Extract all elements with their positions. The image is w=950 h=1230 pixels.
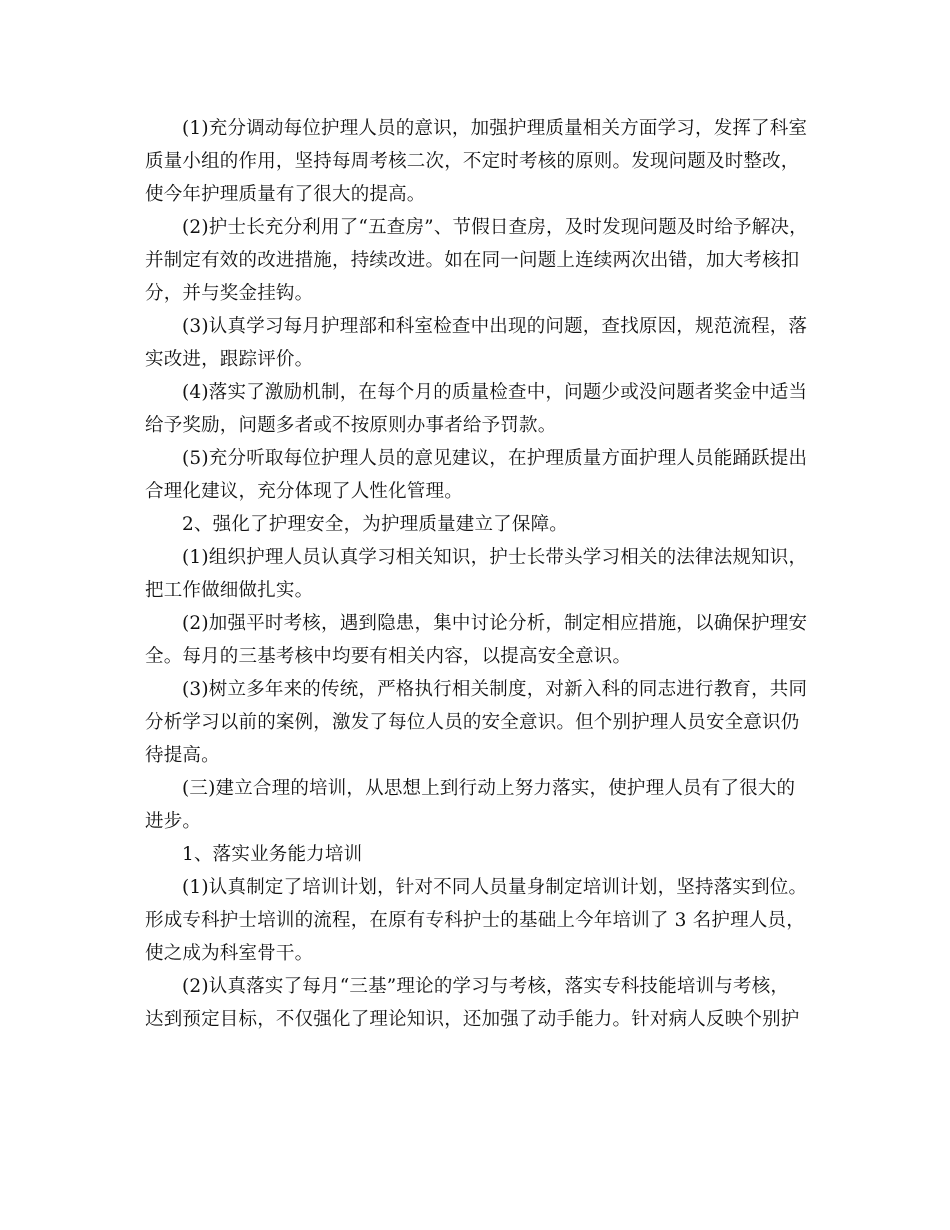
section-heading: 进步。 <box>145 811 202 832</box>
paragraph-line: 使今年护理质量有了很大的提高。 <box>145 184 426 205</box>
paragraph-line: 达到预定目标，不仅强化了理论知识，还加强了动手能力。针对病人反映个别护 <box>145 1009 800 1030</box>
paragraph-line: (1)认真制定了培训计划，针对不同人员量身制定培训计划，坚持落实到位。 <box>182 877 808 898</box>
paragraph-line: 合理化建议，充分体现了人性化管理。 <box>145 481 463 502</box>
section-heading: (三)建立合理的培训，从思想上到行动上努力落实，使护理人员有了很大的 <box>182 778 796 799</box>
paragraph-line: 质量小组的作用，坚持每周考核二次，不定时考核的原则。发现问题及时整改， <box>145 151 800 172</box>
paragraph-line: 分析学习以前的案例，激发了每位人员的安全意识。但个别护理人员安全意识仍 <box>145 712 800 733</box>
section-heading: 1、落实业务能力培训 <box>182 844 363 865</box>
paragraph-line: 全。每月的三基考核中均要有相关内容，以提高安全意识。 <box>145 646 632 667</box>
paragraph-line: 把工作做细做扎实。 <box>145 580 314 601</box>
paragraph-line: (3)树立多年来的传统，严格执行相关制度，对新入科的同志进行教育，共同 <box>182 679 808 700</box>
paragraph-line: (5)充分听取每位护理人员的意见建议，在护理质量方面护理人员能踊跃提出 <box>182 448 808 469</box>
paragraph-line: (2)护士长充分利用了“五查房”、节假日查房，及时发现问题及时给予解决， <box>182 217 808 238</box>
paragraph-line: 分，并与奖金挂钩。 <box>145 283 314 304</box>
paragraph-line: 实改进，跟踪评价。 <box>145 349 314 370</box>
paragraph-line: (1)组织护理人员认真学习相关知识，护士长带头学习相关的法律法规知识， <box>182 547 808 568</box>
paragraph-line: 待提高。 <box>145 745 220 766</box>
document-body <box>145 112 815 1036</box>
paragraph-line: (4)落实了激励机制，在每个月的质量检查中，问题少或没问题者奖金中适当 <box>182 382 808 403</box>
section-heading: 2、强化了护理安全，为护理质量建立了保障。 <box>182 514 568 535</box>
paragraph-line: (3)认真学习每月护理部和科室检查中出现的问题，查找原因，规范流程，落 <box>182 316 808 337</box>
paragraph-line: 形成专科护士培训的流程，在原有专科护士的基础上今年培训了 3 名护理人员， <box>145 910 805 931</box>
paragraph-line: 给予奖励，问题多者或不按原则办事者给予罚款。 <box>145 415 557 436</box>
paragraph-line: (2)加强平时考核，遇到隐患，集中讨论分析，制定相应措施，以确保护理安 <box>182 613 808 634</box>
paragraph-line: 并制定有效的改进措施，持续改进。如在同一问题上连续两次出错，加大考核扣 <box>145 250 800 271</box>
paragraph-line: 使之成为科室骨干。 <box>145 943 314 964</box>
paragraph-line: (1)充分调动每位护理人员的意识，加强护理质量相关方面学习，发挥了科室 <box>182 118 808 139</box>
paragraph-line: (2)认真落实了每月“三基”理论的学习与考核，落实专科技能培训与考核， <box>182 976 790 997</box>
